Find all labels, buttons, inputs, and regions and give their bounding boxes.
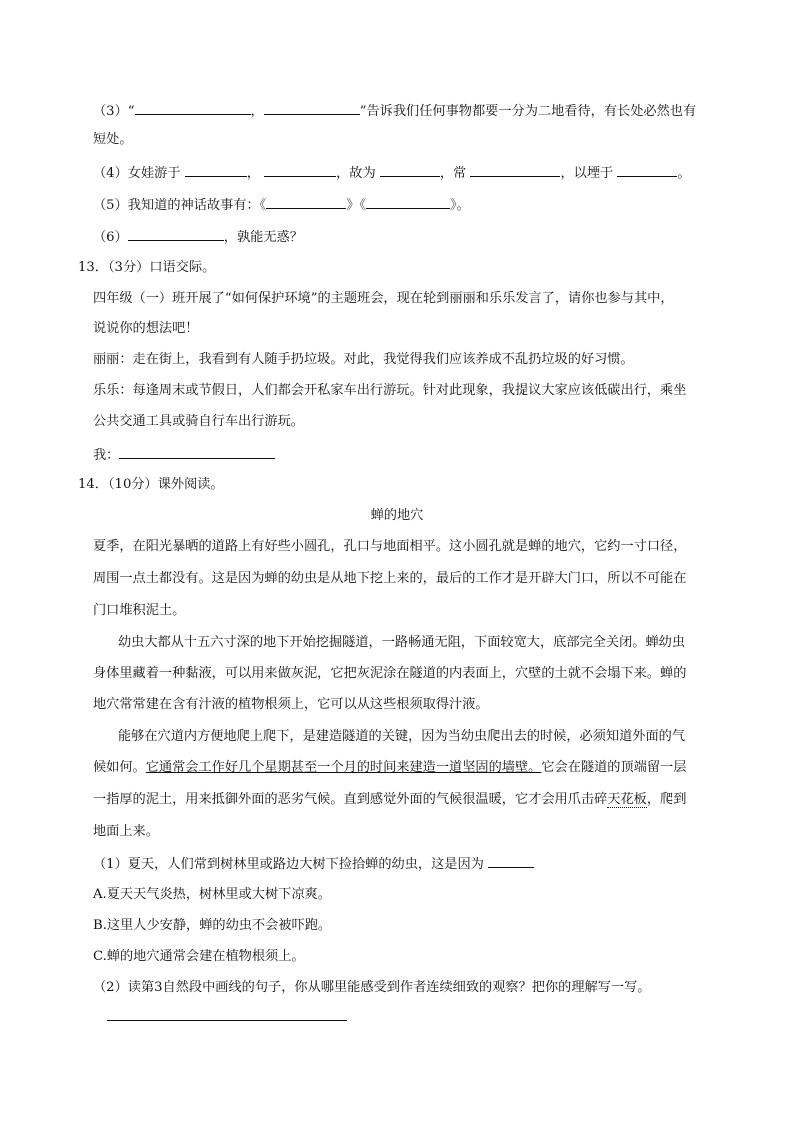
text: （5）我知道的神话故事有：《	[93, 198, 267, 213]
answer-blank[interactable]	[135, 100, 251, 115]
text: ，孰能无惑？	[223, 230, 303, 245]
answer-blank[interactable]	[470, 162, 560, 177]
question-3-line-1	[93, 100, 696, 122]
option-a[interactable]: A.夏天天气炎热，树林里或大树下凉爽。	[93, 887, 331, 902]
passage-p1-line-1: 夏季，在阳光暴晒的道路上有好些小圆孔，孔口与地面相平。这小圆孔就是蝉的地穴，它约一寸口径，	[93, 539, 687, 554]
question-6-line	[93, 226, 303, 248]
question-13-prompt-1: 四年级（一）班开展了“如何保护环境”的主题班会，现在轮到丽丽和乐乐发言了，请你也参与其中，	[93, 291, 674, 306]
question-13-lili: 丽丽：走在街上，我看到有人随手扔垃圾。对此，我觉得我们应该养成不乱扔垃圾的好习惯。	[93, 352, 634, 367]
passage-p3-line-4: 地面上来。	[93, 824, 159, 839]
text: ，	[250, 104, 264, 119]
text: ，以堙于	[560, 166, 614, 181]
text: （3）“	[93, 104, 135, 119]
question-13-me	[93, 444, 275, 466]
text: （4）女娃游于	[93, 166, 181, 181]
question-3-line-2: 短处。	[93, 132, 133, 147]
passage-p3-line-2	[93, 758, 686, 778]
answer-blank[interactable]	[488, 853, 534, 868]
answer-blank[interactable]	[264, 162, 336, 177]
answer-blank[interactable]	[185, 162, 247, 177]
underlined-sentence: 它通常会工作好几个星期甚至一个月的时间来建造一道坚固的墙壁。	[145, 760, 542, 775]
text: 》。	[450, 198, 470, 213]
passage-p3-line-3	[93, 790, 686, 810]
passage-p2-line-3: 地穴常常建在含有汁液的植物根须上，它可以从这些根须取得汁液。	[93, 697, 489, 712]
text: 我：	[93, 448, 120, 463]
text: ，常	[439, 166, 467, 181]
question-13-lele-1: 乐乐：每逢周末或节假日，人们都会开私家车出行游玩。针对此现象，我提议大家应该低碳出行，乘坐	[93, 383, 687, 398]
answer-blank[interactable]	[366, 194, 450, 209]
text: ，爬到	[646, 792, 687, 807]
text: 候如何。	[93, 760, 146, 775]
text: 它会在隧道的顶端留一层	[541, 760, 687, 775]
answer-blank[interactable]	[380, 162, 440, 177]
sub-question-2: （2）读第3自然段中画线的句子，你从哪里能感受到作者连续细致的观察？把你的理解写一写。	[93, 980, 651, 995]
passage-title: 蝉的地穴	[370, 508, 424, 523]
text: 。	[677, 166, 691, 181]
option-c[interactable]: C.蝉的地穴通常会建在植物根须上。	[93, 949, 305, 964]
text: ”告诉我们任何事物都要一分为二地看待，有长处必然也有	[359, 104, 697, 119]
question-13-heading: 13．（3分）口语交际。	[78, 260, 216, 275]
passage-p1-line-3: 门口堆积泥土。	[93, 603, 186, 618]
question-13-prompt-2: 说说你的想法吧！	[93, 321, 199, 336]
text: （1）夏天，人们常到树林里或路边大树下捡拾蝉的幼虫，这是因为	[93, 857, 484, 872]
question-13-lele-2: 公共交通工具或骑自行车出行游玩。	[93, 414, 304, 429]
text: ，故为	[336, 166, 376, 181]
sub-question-1	[93, 853, 534, 875]
passage-p1-line-2: 周围一点土都没有。这是因为蝉的幼虫是从地下挖上来的，最后的工作才是开辟大门口，所以不可能在	[93, 571, 687, 586]
answer-blank-line[interactable]	[107, 1020, 347, 1021]
passage-p3-line-1: 能够在穴道内方便地爬上爬下，是建造隧道的关键，因为当幼虫爬出去的时候，必须知道外面的气	[118, 729, 686, 744]
text: ，	[246, 166, 260, 181]
dotted-emphasis: 天花板	[607, 792, 647, 807]
passage-p2-line-2: 身体里藏着一种黏液，可以用来做灰泥，它把灰泥涂在隧道的内表面上，穴壁的土就不会塌下来。蝉的	[93, 666, 687, 681]
answer-blank[interactable]	[264, 100, 360, 115]
question-4-line	[93, 162, 691, 184]
question-5-line	[93, 194, 470, 216]
answer-blank[interactable]	[266, 194, 346, 209]
text: 》《	[346, 198, 367, 213]
text: （6）	[93, 230, 128, 245]
text: 一指厚的泥土，用来抵御外面的恶劣气候。直到感觉外面的气候很温暖，它才会用爪击碎	[93, 792, 608, 807]
option-b[interactable]: B.这里人少安静，蝉的幼虫不会被吓跑。	[93, 918, 332, 933]
passage-p2-line-1: 幼虫大都从十五六寸深的地下开始挖掘隧道，一路畅通无阻，下面较宽大，底部完全关闭。蝉幼虫	[118, 635, 686, 650]
answer-blank[interactable]	[119, 444, 275, 459]
answer-blank[interactable]	[128, 226, 224, 241]
answer-blank[interactable]	[617, 162, 677, 177]
question-14-heading: 14．（10分）课外阅读。	[78, 477, 224, 492]
